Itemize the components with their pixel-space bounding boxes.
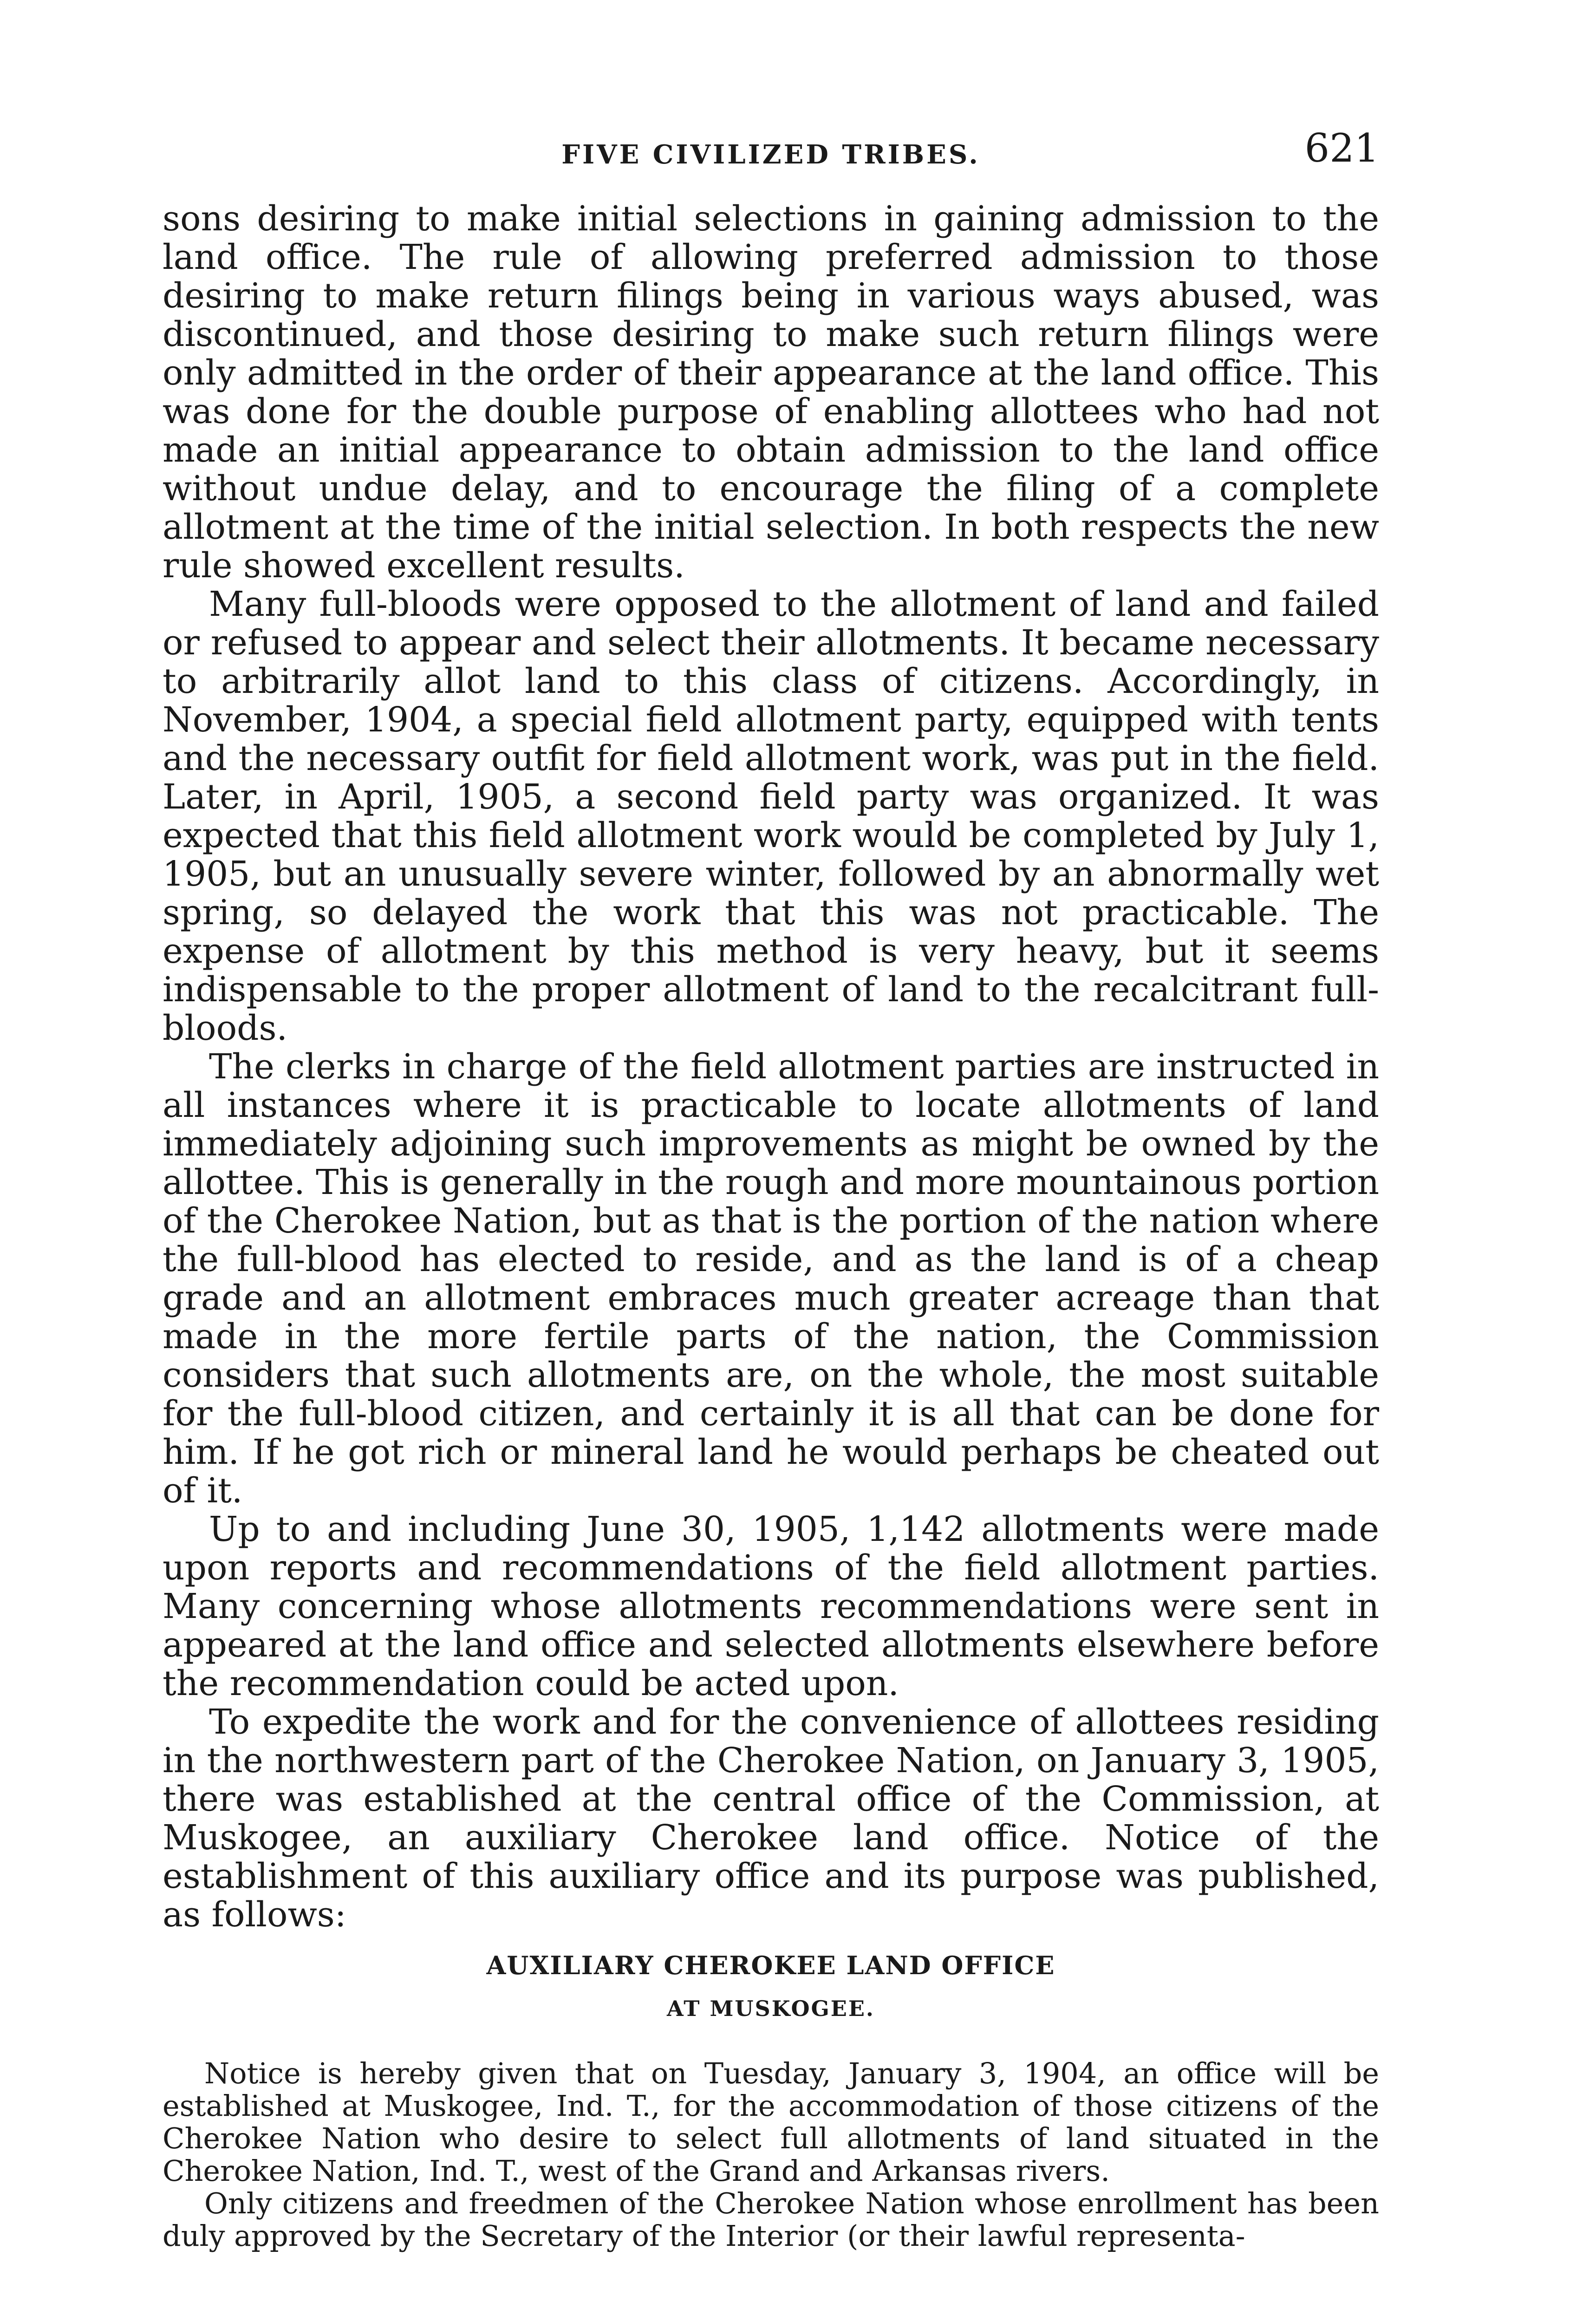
paragraph-1: sons desiring to make initial selections in gaining admission to the land office. The rule of allowing preferred admission to those desiring to make return filings being in various ways abused, was discontinued, and those desiring to make such return filings were only admitted in the order of their appearance at the land office. This was done for the double purpose of enabling allottees who had not made an initial appearance to obtain admission to the land office without undue delay, and to encourage the filing of a complete allotment at the time of the initial selection. In both respects the new rule showed excellent results. xyxy=(163,199,1379,586)
body-text xyxy=(163,200,1379,1934)
notice-title: AUXILIARY CHEROKEE LAND OFFICE xyxy=(486,1950,1055,1980)
paragraph-4: Up to and including June 30, 1905, 1,142 allotments were made upon reports and recommendations of the field allotment parties. Many concerning whose allotments recommendations were sent in appeared at the land office and selected allotments elsewhere before the recommendation could be acted upon. xyxy=(163,1509,1379,1703)
notice-paragraph-2: Only citizens and freedmen of the Cherokee Nation whose enrollment has been duly approved by the Secretary of the Interior (or their lawful representa- xyxy=(163,2186,1379,2253)
running-head: FIVE CIVILIZED TRIBES. xyxy=(561,139,980,170)
notice-subtitle: AT MUSKOGEE. xyxy=(667,1996,875,2021)
page-number: 621 xyxy=(1304,125,1379,171)
paragraph-5: To expedite the work and for the convenience of allottees residing in the northwestern part of the Cherokee Nation, on January 3, 1905, there was established at the central office of the Commission, at Muskogee, an auxiliary Cherokee land office. Notice of the establishment of this auxiliary office and its purpose was published, as follows: xyxy=(163,1702,1379,1935)
notice-section xyxy=(163,1950,1379,2252)
paragraph-2: Many full-bloods were opposed to the allotment of land and failed or refused to appear and select their allotments. It became necessary to arbitrarily allot land to this class of citizens. Accordingly, in November, 1904, a special field allotment party, equipped with tents and the necessary outfit for field allotment work, was put in the field. Later, in April, 1905, a second field party was organized. It was expected that this field allotment work would be completed by July 1, 1905, but an unusually severe winter, followed by an abnormally wet spring, so delayed the work that this was not practicable. The expense of allotment by this method is very heavy, but it seems indispensable to the proper allotment of land to the recalcitrant full-bloods. xyxy=(163,584,1379,1048)
paragraph-3: The clerks in charge of the field allotment parties are instructed in all instances where it is practicable to locate allotments of land immediately adjoining such improvements as might be owned by the allottee. This is generally in the rough and more mountainous portion of the Cherokee Nation, but as that is the portion of the nation where the full-blood has elected to reside, and as the land is of a cheap grade and an allotment embraces much greater acreage than that made in the more fertile parts of the nation, the Commission considers that such allotments are, on the whole, the most suitable for the full-blood citizen, and certainly it is all that can be done for him. If he got rich or mineral land he would perhaps be cheated out of it. xyxy=(163,1047,1379,1511)
page-header xyxy=(163,125,1379,176)
notice-paragraph-1: Notice is hereby given that on Tuesday, January 3, 1904, an office will be established at Muskogee, Ind. T., for the accommodation of those citizens of the Cherokee Nation who desire to select full allotments of land situated in the Cherokee Nation, Ind. T., west of the Grand and Arkansas rivers. xyxy=(163,2056,1379,2188)
notice-body xyxy=(163,2057,1379,2252)
